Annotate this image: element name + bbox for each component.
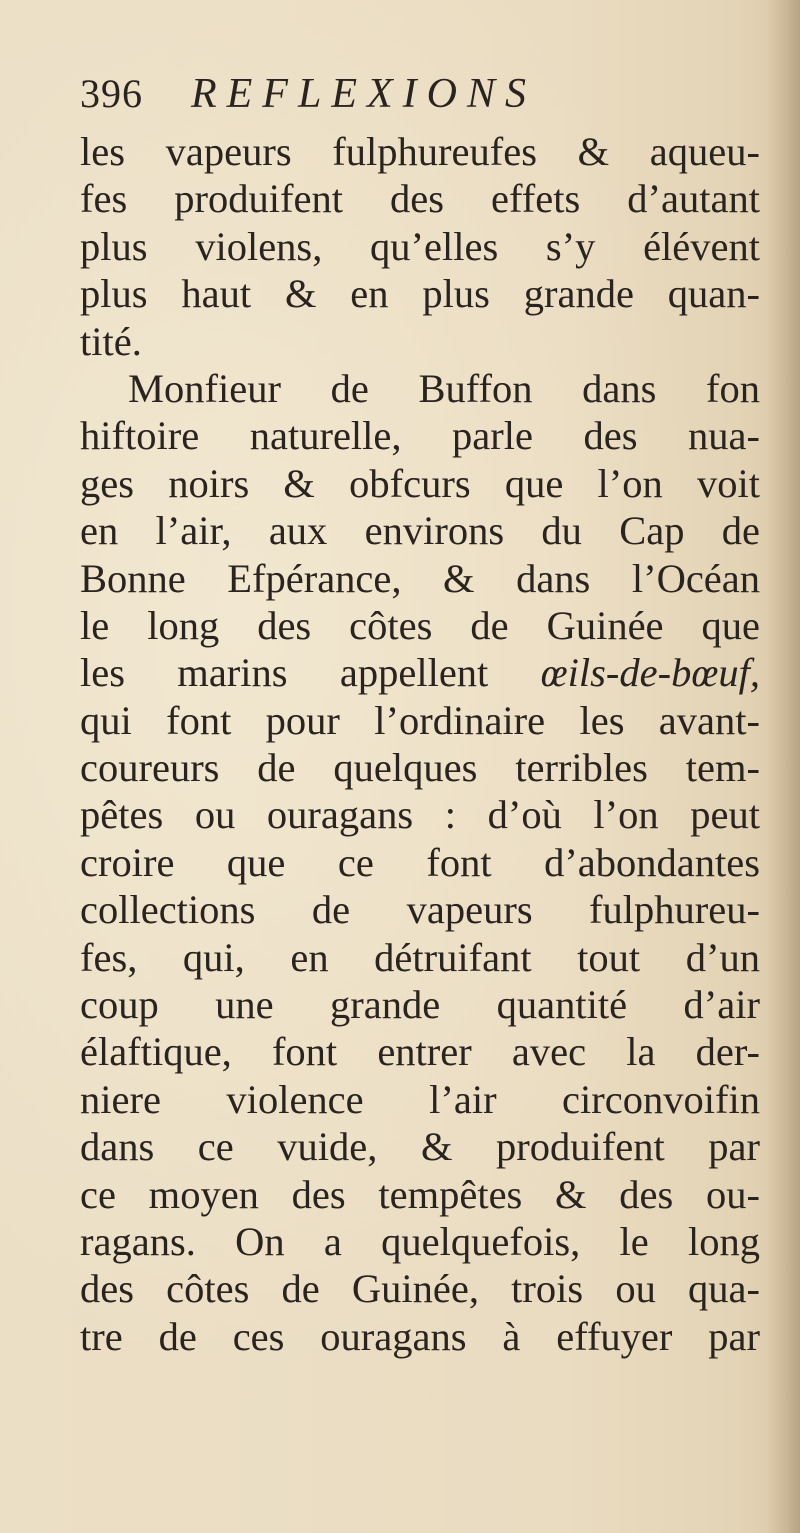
page-edge-shadow bbox=[766, 0, 800, 1533]
text-line: hiftoire naturelle, parle des nua- bbox=[80, 413, 760, 459]
text-line: coureurs de quelques terribles tem- bbox=[80, 745, 760, 791]
text-line: Bonne Efpérance, & dans l’Océan bbox=[80, 555, 760, 601]
text-line: des côtes de Guinée, trois ou qua- bbox=[80, 1266, 760, 1312]
text-line: en l’air, aux environs du Cap de bbox=[80, 508, 760, 554]
text-line: ges noirs & obfcurs que l’on voit bbox=[80, 460, 760, 506]
text-line bbox=[80, 649, 760, 696]
text-line: Monfieur de Buffon dans fon bbox=[128, 365, 760, 411]
text-fragment: les marins appellent bbox=[80, 650, 489, 696]
text-line: tre de ces ouragans à effuyer par bbox=[80, 1313, 760, 1359]
text-line: collections de vapeurs fulphureu- bbox=[80, 887, 760, 933]
text-line: fes produifent des effets d’autant bbox=[80, 176, 760, 222]
text-line: ragans. On a quelquefois, le long bbox=[80, 1218, 760, 1264]
text-line: ce moyen des tempêtes & des ou- bbox=[80, 1171, 760, 1217]
text-line: qui font pour l’ordinaire les avant- bbox=[80, 697, 760, 743]
body-text bbox=[80, 128, 760, 1360]
text-line: plus haut & en plus grande quan- bbox=[80, 271, 760, 317]
text-line: plus violens, qu’elles s’y élévent bbox=[80, 223, 760, 269]
page-number: 396 bbox=[80, 71, 143, 116]
text-line: tité. bbox=[80, 318, 142, 364]
text-line: le long des côtes de Guinée que bbox=[80, 602, 760, 648]
text-line: croire que ce font d’abondantes bbox=[80, 839, 760, 885]
text-line: les vapeurs fulphureufes & aqueu- bbox=[80, 129, 760, 174]
text-line: élaftique, font entrer avec la der- bbox=[80, 1029, 760, 1075]
text-line: niere violence l’air circonvoifin bbox=[80, 1076, 760, 1122]
text-line: fes, qui, en détruifant tout d’un bbox=[80, 934, 760, 980]
running-header bbox=[80, 70, 536, 120]
italic-term: œils-de-bœuf, bbox=[540, 650, 761, 696]
text-line: coup une grande quantité d’air bbox=[80, 982, 760, 1028]
text-line: dans ce vuide, & produifent par bbox=[80, 1124, 760, 1170]
text-line: pêtes ou ouragans : d’où l’on peut bbox=[80, 792, 760, 838]
running-title: REFLEXIONS bbox=[191, 71, 536, 117]
